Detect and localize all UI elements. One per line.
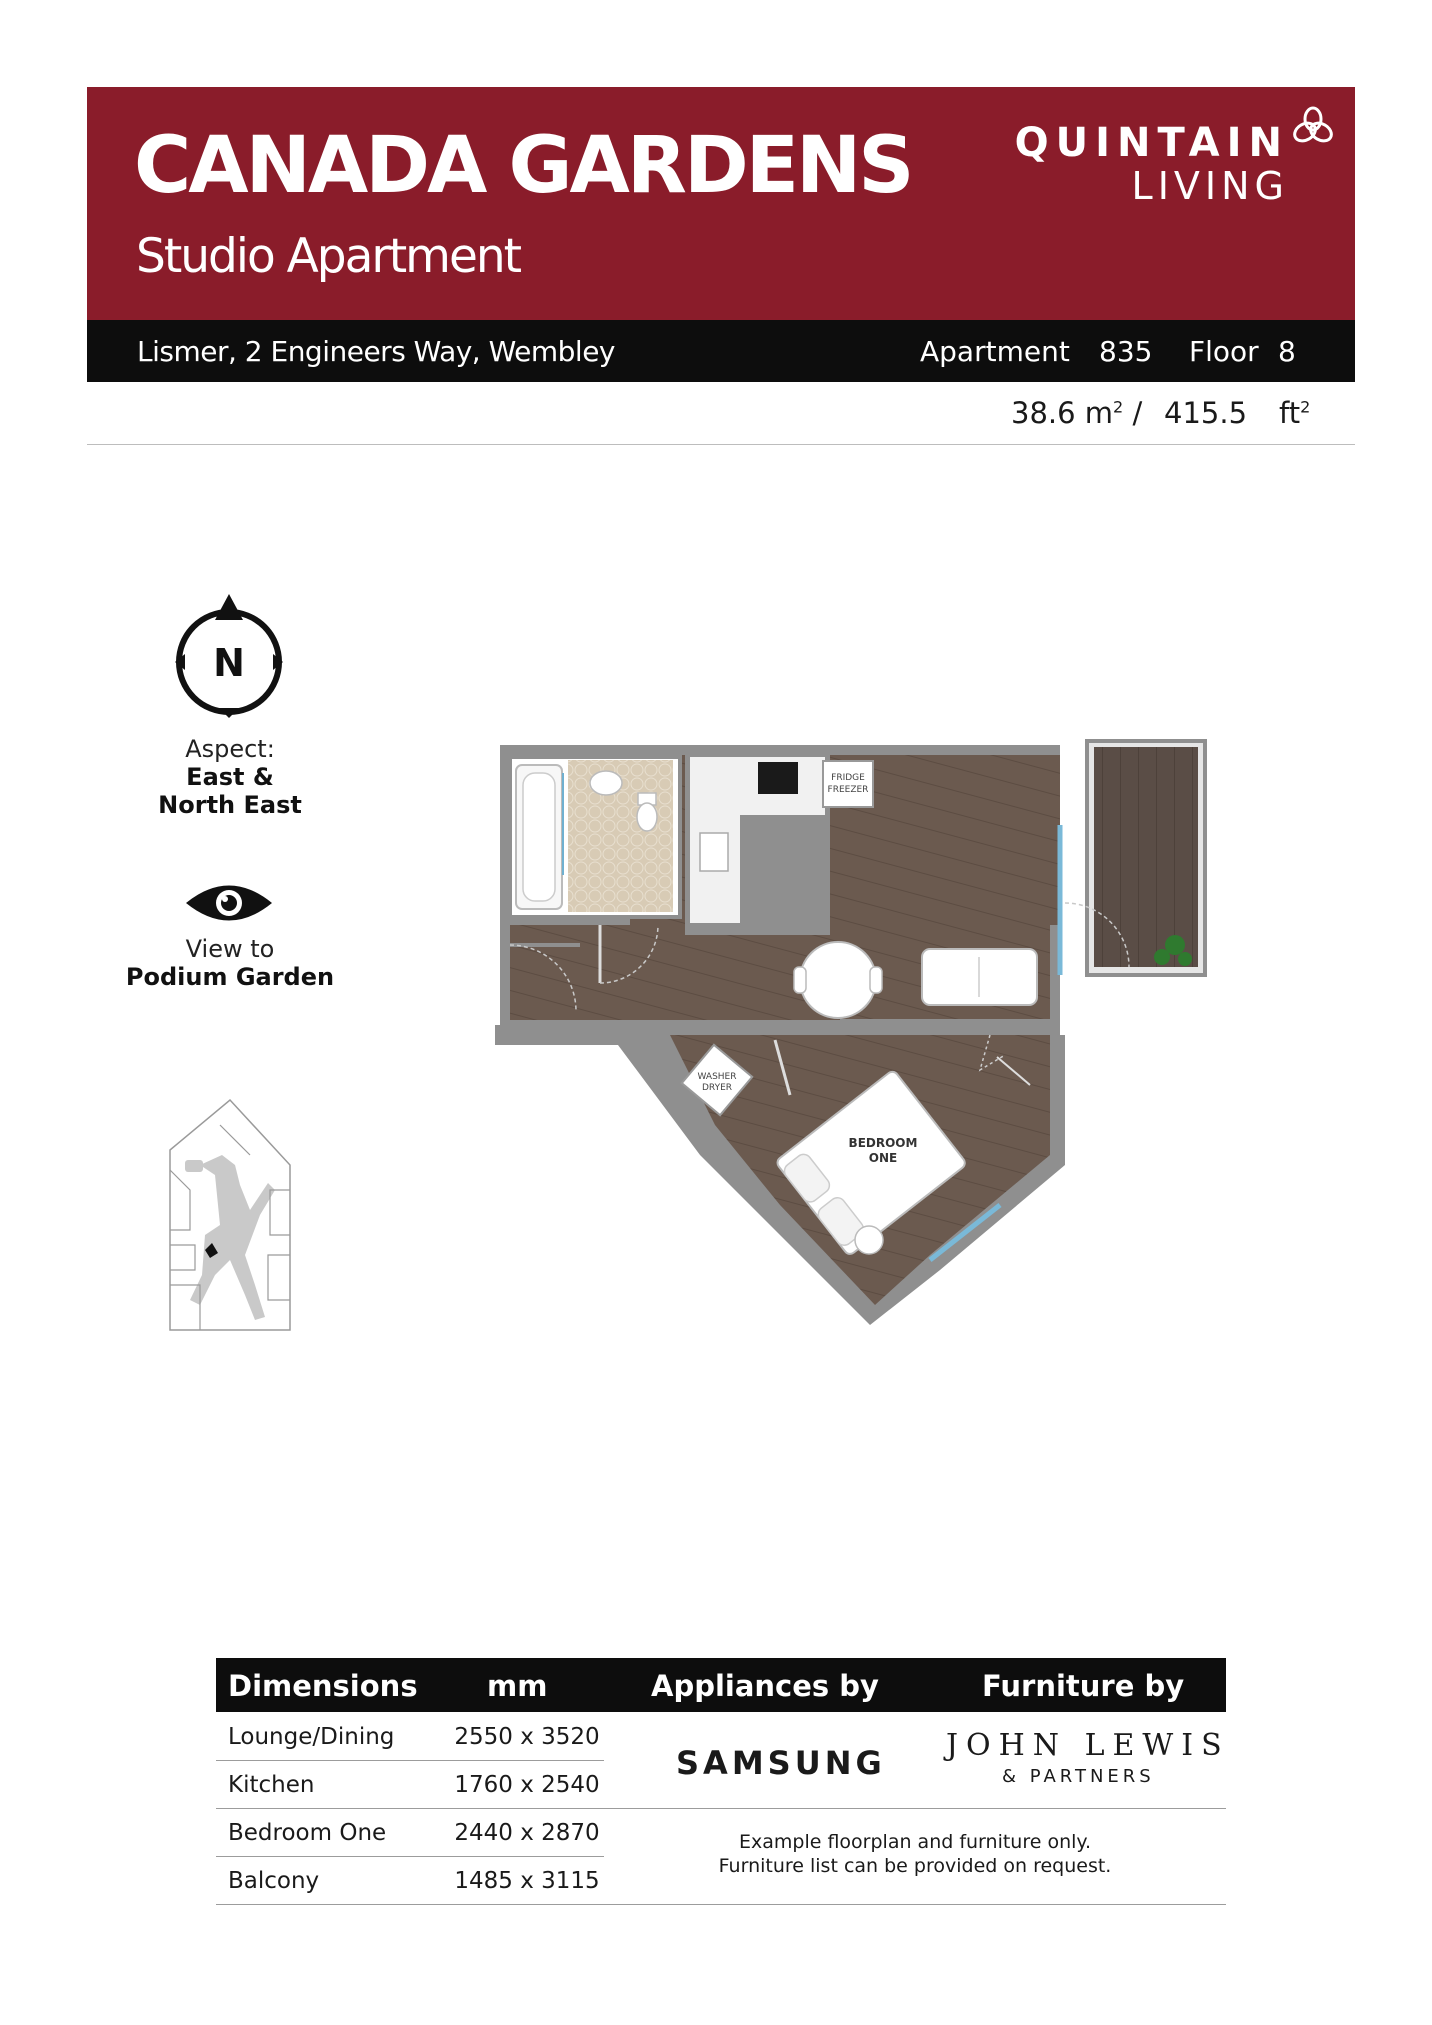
room-dimensions: 2440 x 2870 [454,1820,600,1846]
header-appliances: Appliances by [651,1669,879,1703]
header-dimensions: Dimensions [228,1669,418,1703]
brand-mark-icon [1291,104,1335,148]
washer-label-2: DRYER [701,1083,733,1093]
info-bar [87,320,1355,382]
samsung-logo: SAMSUNG [676,1744,886,1782]
area-m2-exponent: 2 [1113,397,1124,417]
note-line-2: Furniture list can be provided on request. [718,1855,1112,1877]
room-name: Balcony [228,1868,320,1894]
row-divider [216,1760,604,1761]
table-header [216,1658,1226,1712]
apartment-number: 835 [1099,335,1153,368]
area-ft2-unit: ft [1279,396,1301,430]
dimensions-table [216,1658,1230,1894]
page-title: CANADA GARDENS [134,121,912,211]
floor-plan [490,735,1220,1325]
view-value: Podium Garden [125,963,335,991]
table-bottom-rule [216,1904,1226,1905]
area-ft2-value: 415.5 [1164,396,1248,430]
area-m2-unit: m [1084,396,1114,430]
area-separator: / [1132,396,1143,430]
john-lewis-logo: JOHN LEWIS [946,1728,1230,1763]
key-plan-map [160,1095,300,1335]
eye-icon [184,878,274,928]
view-label: View to [185,935,275,963]
room-name: Bedroom One [228,1820,387,1846]
aspect-block [120,735,340,819]
room-dimensions: 1760 x 2540 [454,1772,600,1798]
room-name: Lounge/Dining [228,1724,395,1750]
header-divider [87,444,1355,445]
header-mm: mm [487,1669,548,1703]
address: Lismer, 2 Engineers Way, Wembley [137,335,616,368]
fridge-label-2: FREEZER [827,785,869,795]
brand-divider [604,1808,1226,1809]
compass-letter: N [213,641,245,685]
header-furniture: Furniture by [982,1669,1185,1703]
compass-icon [170,590,288,720]
john-lewis-partners: & PARTNERS [1002,1766,1155,1787]
area-m2-value: 38.6 [1011,396,1076,430]
room-dimensions: 2550 x 3520 [454,1724,600,1750]
header-banner [87,87,1355,320]
apartment-label: Apartment [920,335,1070,368]
bedroom-label-2: ONE [868,1151,898,1165]
area-ft2-exponent: 2 [1300,397,1311,417]
fridge-label-1: FRIDGE [831,773,865,783]
bedroom-label-1: BEDROOM [848,1136,918,1150]
washer-label-1: WASHER [697,1072,737,1082]
floor-label: Floor [1189,335,1259,368]
disclaimer-note [604,1830,1226,1878]
brand-logo [1014,120,1289,208]
room-dimensions: 1485 x 3115 [454,1868,600,1894]
aspect-label: Aspect: [185,735,275,763]
room-name: Kitchen [228,1772,315,1798]
row-divider [216,1808,604,1809]
brand-name: QUINTAIN [1014,120,1289,166]
page-subtitle: Studio Apartment [136,229,521,284]
area-imperial [1279,396,1310,430]
note-line-1: Example floorplan and furniture only. [738,1831,1091,1853]
area-metric [1011,396,1142,430]
view-block [120,935,340,991]
aspect-value-line2: North East [158,791,302,819]
brand-subname: LIVING [1131,164,1289,208]
row-divider [216,1856,604,1857]
floor-number: 8 [1278,335,1296,368]
aspect-value-line1: East & [186,763,274,791]
